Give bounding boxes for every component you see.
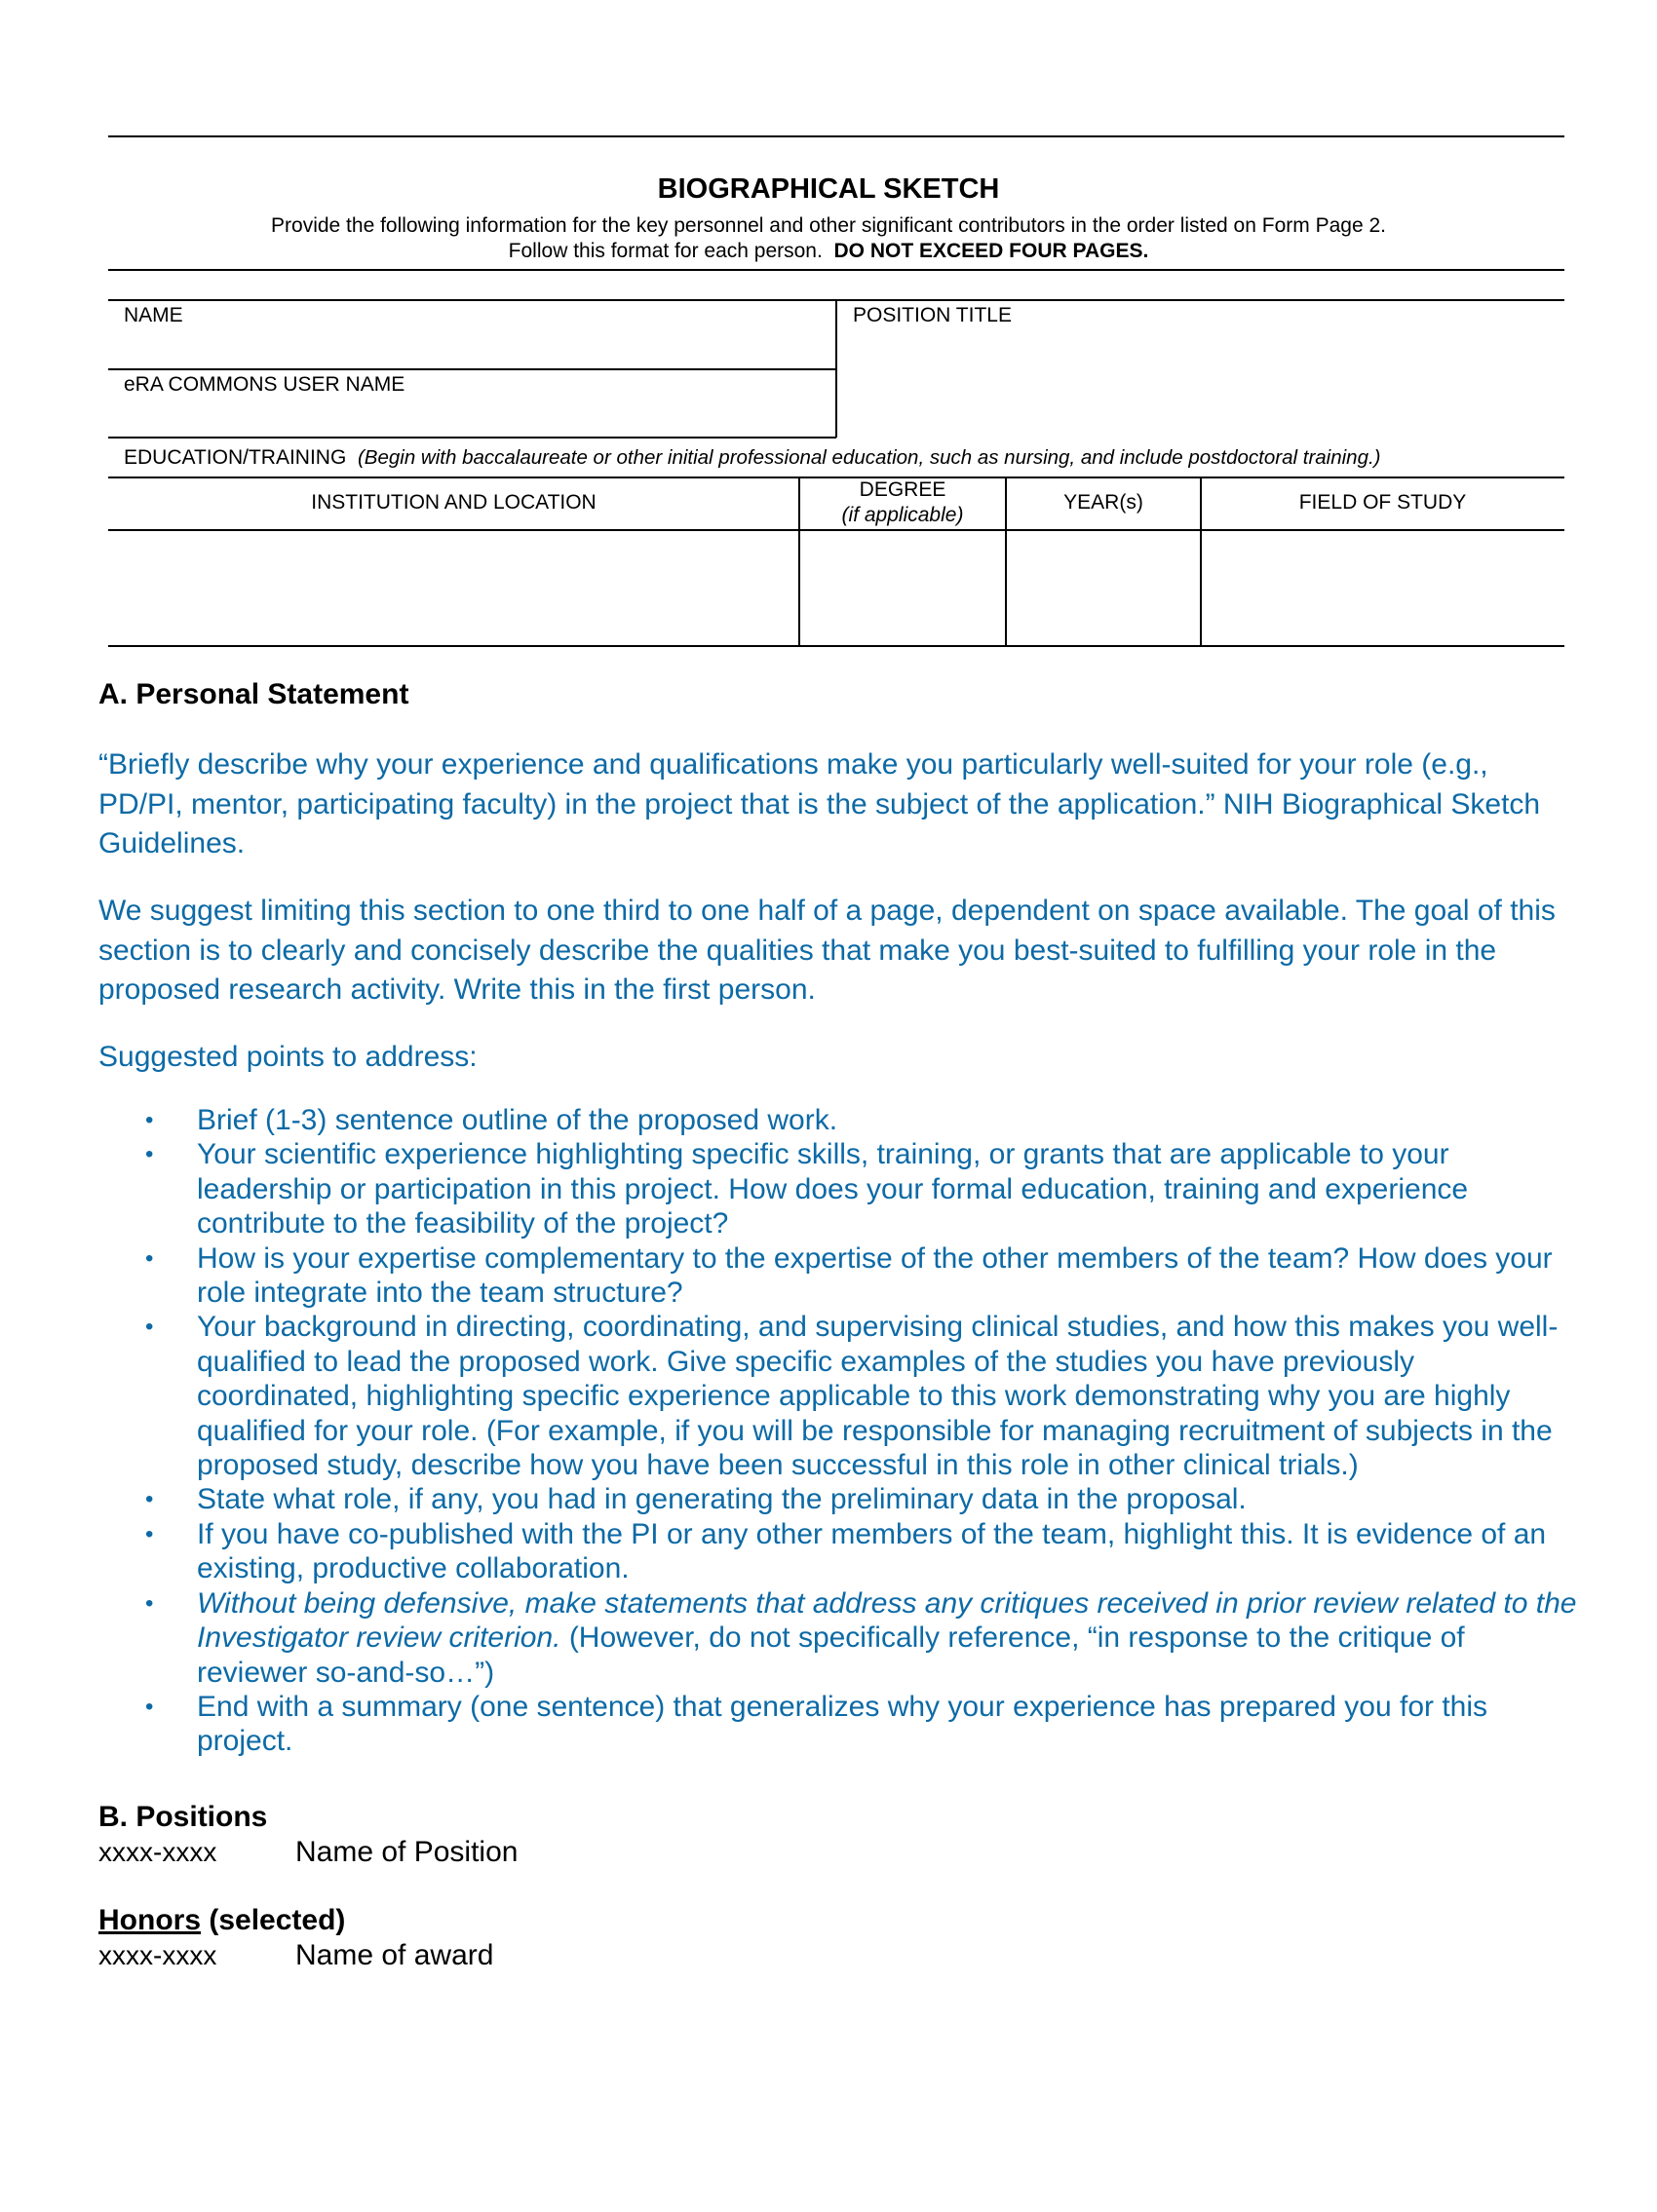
- col-degree-note: (if applicable): [841, 504, 964, 526]
- position-name: Name of Position: [295, 1836, 519, 1868]
- position-title-label: POSITION TITLE: [853, 304, 1012, 326]
- list-item: [98, 1137, 1580, 1240]
- honors-heading: [98, 1904, 345, 1937]
- list-item-text: State what role, if any, you had in generating the preliminary data in the proposal.: [197, 1483, 1247, 1516]
- header-bottom-rule: [108, 269, 1564, 271]
- list-item: [98, 1103, 1580, 1137]
- honor-entry: [98, 1939, 493, 1972]
- list-item-text: End with a summary (one sentence) that generalizes why your experience has prepared you for this project.: [197, 1690, 1488, 1758]
- name-label: NAME: [124, 304, 183, 326]
- col-divider-2: [1005, 477, 1007, 646]
- list-item-text: Your background in directing, coordinating, and supervising clinical studies, and how this makes you well-qualified to lead the proposed work. Give specific examples of the studies you have previously coordinated, highlighting specific experience applicable to this work demonstrating why you are highly qualified for your role. (For example, if you will be responsible for managing recruitment of subjects in the proposed study, describe how you have been successful in this role in other clinical trials.): [197, 1311, 1559, 1482]
- education-label-text: EDUCATION/TRAINING: [124, 446, 347, 469]
- instructions-line-1: Provide the following information for the key personnel and other significant contributors in the order listed on Form Page 2.: [271, 214, 1386, 237]
- bullet-icon: •: [145, 1244, 154, 1272]
- bullet-icon: •: [145, 1693, 154, 1720]
- bullet-icon: •: [145, 1589, 154, 1617]
- era-commons-label: eRA COMMONS USER NAME: [124, 373, 405, 396]
- col-degree-header: DEGREE: [859, 478, 946, 501]
- list-item-text: (However, do not specifically reference, “in response to the critique of reviewer so-and-so…”): [197, 1621, 1465, 1689]
- top-rule: [108, 135, 1564, 137]
- list-item: [98, 1241, 1580, 1311]
- suggested-points-list: [98, 1103, 1580, 1759]
- col-divider-3: [1200, 477, 1202, 646]
- education-training-label: [124, 446, 1381, 470]
- bullet-icon: •: [145, 1486, 154, 1513]
- education-table-bottom-rule: [108, 645, 1564, 647]
- col-field-header: FIELD OF STUDY: [1298, 491, 1467, 514]
- list-item: [98, 1310, 1580, 1482]
- page-limit-warning: DO NOT EXCEED FOUR PAGES.: [833, 240, 1149, 262]
- honor-date: xxxx-xxxx: [98, 1940, 217, 1970]
- col-institution-header: INSTITUTION AND LOCATION: [311, 491, 597, 514]
- list-item: [98, 1517, 1580, 1586]
- era-bottom-rule: [108, 437, 836, 439]
- section-a-heading: A. Personal Statement: [98, 678, 409, 710]
- name-bottom-rule: [108, 368, 836, 370]
- section-a-paragraph-1: “Briefly describe why your experience and qualifications make you particularly well-suited for your role (e.g., PD/PI, mentor, participating faculty) in the project that is the subject of the application.” NIH Biographical Sketch Guidelines.: [98, 748, 1541, 859]
- list-item-text: Your scientific experience highlighting specific skills, training, or grants that are applicable to your leadership or participation in this project. How does your formal education, training and experience contribute to the feasibility of the project?: [197, 1138, 1469, 1240]
- list-item-italic-text: Without being defensive, make statements that address any critiques received in prior review related to the Investigator review criterion.: [197, 1586, 1577, 1655]
- page-title: BIOGRAPHICAL SKETCH: [657, 173, 1000, 205]
- section-a-paragraph-3: Suggested points to address:: [98, 1041, 478, 1073]
- list-item: [98, 1586, 1580, 1690]
- bullet-icon: •: [145, 1520, 154, 1547]
- col-years-header: YEAR(s): [1063, 491, 1143, 514]
- list-item: [98, 1482, 1580, 1516]
- list-item-text: Brief (1-3) sentence outline of the proposed work.: [197, 1104, 838, 1136]
- position-date: xxxx-xxxx: [98, 1837, 217, 1867]
- col-divider-1: [798, 477, 800, 646]
- education-header-bottom-rule: [108, 529, 1564, 531]
- bullet-icon: •: [145, 1314, 154, 1341]
- position-entry: [98, 1836, 518, 1869]
- honor-name: Name of award: [295, 1939, 494, 1971]
- education-note: (Begin with baccalaureate or other initial professional education, such as nursing, and include postdoctoral training.): [357, 446, 1381, 469]
- instructions-line-2: [0, 240, 1657, 263]
- instructions-line-2-text: Follow this format for each person.: [508, 240, 823, 262]
- list-item: [98, 1690, 1580, 1759]
- honors-heading-underlined: Honors: [98, 1904, 201, 1936]
- list-item-text: How is your expertise complementary to the expertise of the other members of the team? How does your role integrate into the team structure?: [197, 1241, 1553, 1310]
- bullet-icon: •: [145, 1141, 154, 1168]
- bullet-icon: •: [145, 1107, 154, 1133]
- honors-heading-rest: (selected): [201, 1904, 346, 1936]
- list-item-text: If you have co-published with the PI or any other members of the team, highlight this. It is evidence of an existing, productive collaboration.: [197, 1517, 1547, 1585]
- section-b-heading: B. Positions: [98, 1801, 268, 1833]
- section-a-paragraph-2: We suggest limiting this section to one third to one half of a page, dependent on space available. The goal of this section is to clearly and concisely describe the qualities that make you best-suited to fulfilling your role in the proposed research activity. Write this in the first person.: [98, 895, 1556, 1006]
